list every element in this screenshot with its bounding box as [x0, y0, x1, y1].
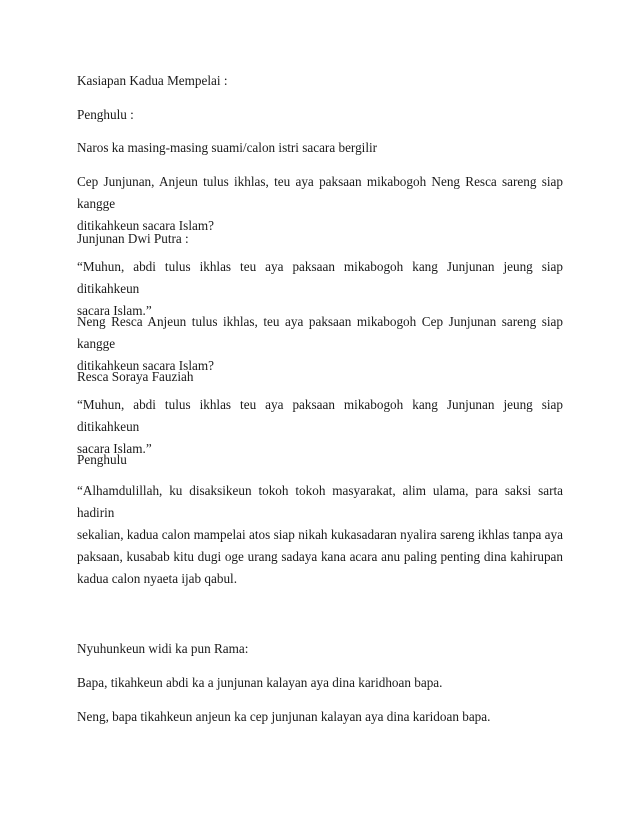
question-to-groom: Cep Junjunan, Anjeun tulus ikhlas, teu aya paksaan mikabogoh Neng Resca sareng siap kangge ditikahkeun sacara Islam? [77, 174, 563, 233]
speaker-label-penghulu: Penghulu : [77, 107, 134, 122]
question-to-bride: Neng Resca Anjeun tulus ikhlas, teu aya paksaan mikabogoh Cep Junjunan sareng siap kangge ditikahkeun sacara Islam? [77, 314, 563, 373]
speaker-label-groom: Junjunan Dwi Putra : [77, 231, 189, 246]
penghulu-statement: “Alhamdulillah, ku disaksikeun tokoh tokoh masyarakat, alim ulama, para saksi sarta hadirin sekalian, kadua calon mampelai atos siap nikah kukasadaran nyalira sareng ikhlas tanpa aya paksaan, kusabab kitu dugi oge urang sadaya kana acara anu paling penting dina kahirupan kadua calon nyaeta ijab qabul. [77, 483, 563, 586]
section-heading-preparation: Kasiapan Kadua Mempelai : [77, 73, 228, 88]
speaker-label-penghulu-2: Penghulu [77, 452, 127, 467]
groom-answer: “Muhun, abdi tulus ikhlas teu aya paksaan mikabogoh kang Junjunan jeung siap ditikahkeun sacara Islam.” [77, 259, 563, 318]
request-to-father: Bapa, tikahkeun abdi ka a junjunan kalayan aya dina karidhoan bapa. [77, 675, 443, 690]
instruction-paragraph: Naros ka masing-masing suami/calon istri sacara bergilir [77, 140, 378, 155]
speaker-label-bride: Resca Soraya Fauziah [77, 369, 194, 384]
father-reply: Neng, bapa tikahkeun anjeun ka cep junjunan kalayan aya dina karidoan bapa. [77, 709, 491, 724]
permission-heading: Nyuhunkeun widi ka pun Rama: [77, 641, 249, 656]
bride-answer: “Muhun, abdi tulus ikhlas teu aya paksaan mikabogoh kang Junjunan jeung siap ditikahkeun sacara Islam.” [77, 397, 563, 456]
